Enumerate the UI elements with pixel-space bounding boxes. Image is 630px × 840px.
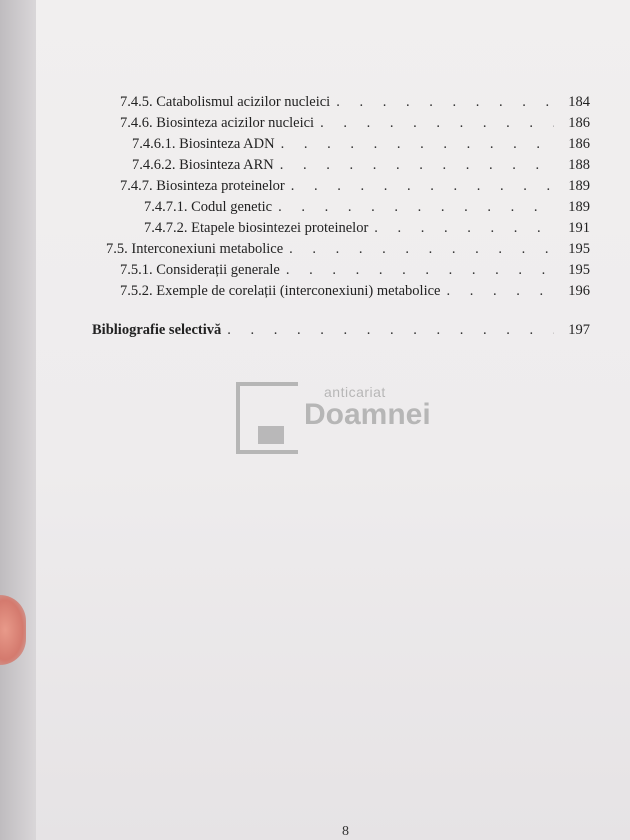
toc-entry [144, 198, 590, 216]
toc-entry [120, 114, 590, 132]
toc-leader [227, 321, 554, 339]
toc-entry-label: 7.5. Interconexiuni metabolice [106, 241, 284, 257]
toc-entry-label: 7.4.6.2. Biosinteza ARN [132, 157, 274, 173]
toc-entry-page: 195 [568, 262, 590, 278]
toc-entry-page: 197 [568, 322, 590, 338]
toc-entry-page: 195 [568, 241, 590, 257]
toc-entry-bibliography [92, 321, 590, 339]
watermark-frame-icon [236, 382, 298, 454]
toc-entry-page: 191 [568, 220, 590, 236]
toc-entry-page: 184 [568, 94, 590, 110]
toc-entry-label: 7.4.7.1. Codul genetic [144, 199, 273, 215]
toc-entry-page: 186 [568, 115, 590, 131]
toc-entry [120, 177, 590, 195]
toc-entry-label: 7.4.7. Biosinteza proteinelor [120, 178, 285, 194]
toc-leader [291, 177, 554, 195]
toc-leader [320, 114, 554, 132]
toc-entry-label: 7.4.6. Biosinteza acizilor nucleici [120, 115, 315, 131]
toc-leader [447, 282, 555, 300]
watermark-small-text: anticariat [324, 384, 386, 400]
toc-entry-label: 7.5.1. Considerații generale [120, 262, 280, 278]
toc-entry [120, 261, 590, 279]
toc-leader [289, 240, 554, 258]
watermark-logo [236, 378, 446, 460]
toc-entry [132, 135, 590, 153]
toc-entry-page: 188 [568, 157, 590, 173]
toc-leader [336, 93, 554, 111]
toc-entry-page: 186 [568, 136, 590, 152]
toc-entry-label: 7.5.2. Exemple de corelații (interconexiuni) metabolice [120, 283, 441, 299]
toc-entry-label: 7.4.6.1. Biosinteza ADN [132, 136, 275, 152]
toc-entry-label: 7.4.7.2. Etapele biosintezei proteinelor [144, 220, 369, 236]
toc-entry-page: 189 [568, 178, 590, 194]
toc-entry [120, 93, 590, 111]
toc-entry [144, 219, 590, 237]
toc-leader [278, 198, 554, 216]
page-number: 8 [342, 824, 349, 839]
toc-leader [281, 135, 554, 153]
toc-entry-page: 196 [568, 283, 590, 299]
toc-leader [286, 261, 554, 279]
toc-entry [132, 156, 590, 174]
toc-leader [374, 219, 554, 237]
book-page [36, 0, 630, 840]
toc-entry [106, 240, 590, 258]
toc-entry-label: 7.4.5. Catabolismul acizilor nucleici [120, 94, 331, 110]
toc-entry [120, 282, 590, 300]
toc-leader [280, 156, 554, 174]
watermark-big-text: Doamnei [304, 398, 431, 431]
toc-entry-label: Bibliografie selectivă [92, 322, 222, 338]
toc-entry-page: 189 [568, 199, 590, 215]
